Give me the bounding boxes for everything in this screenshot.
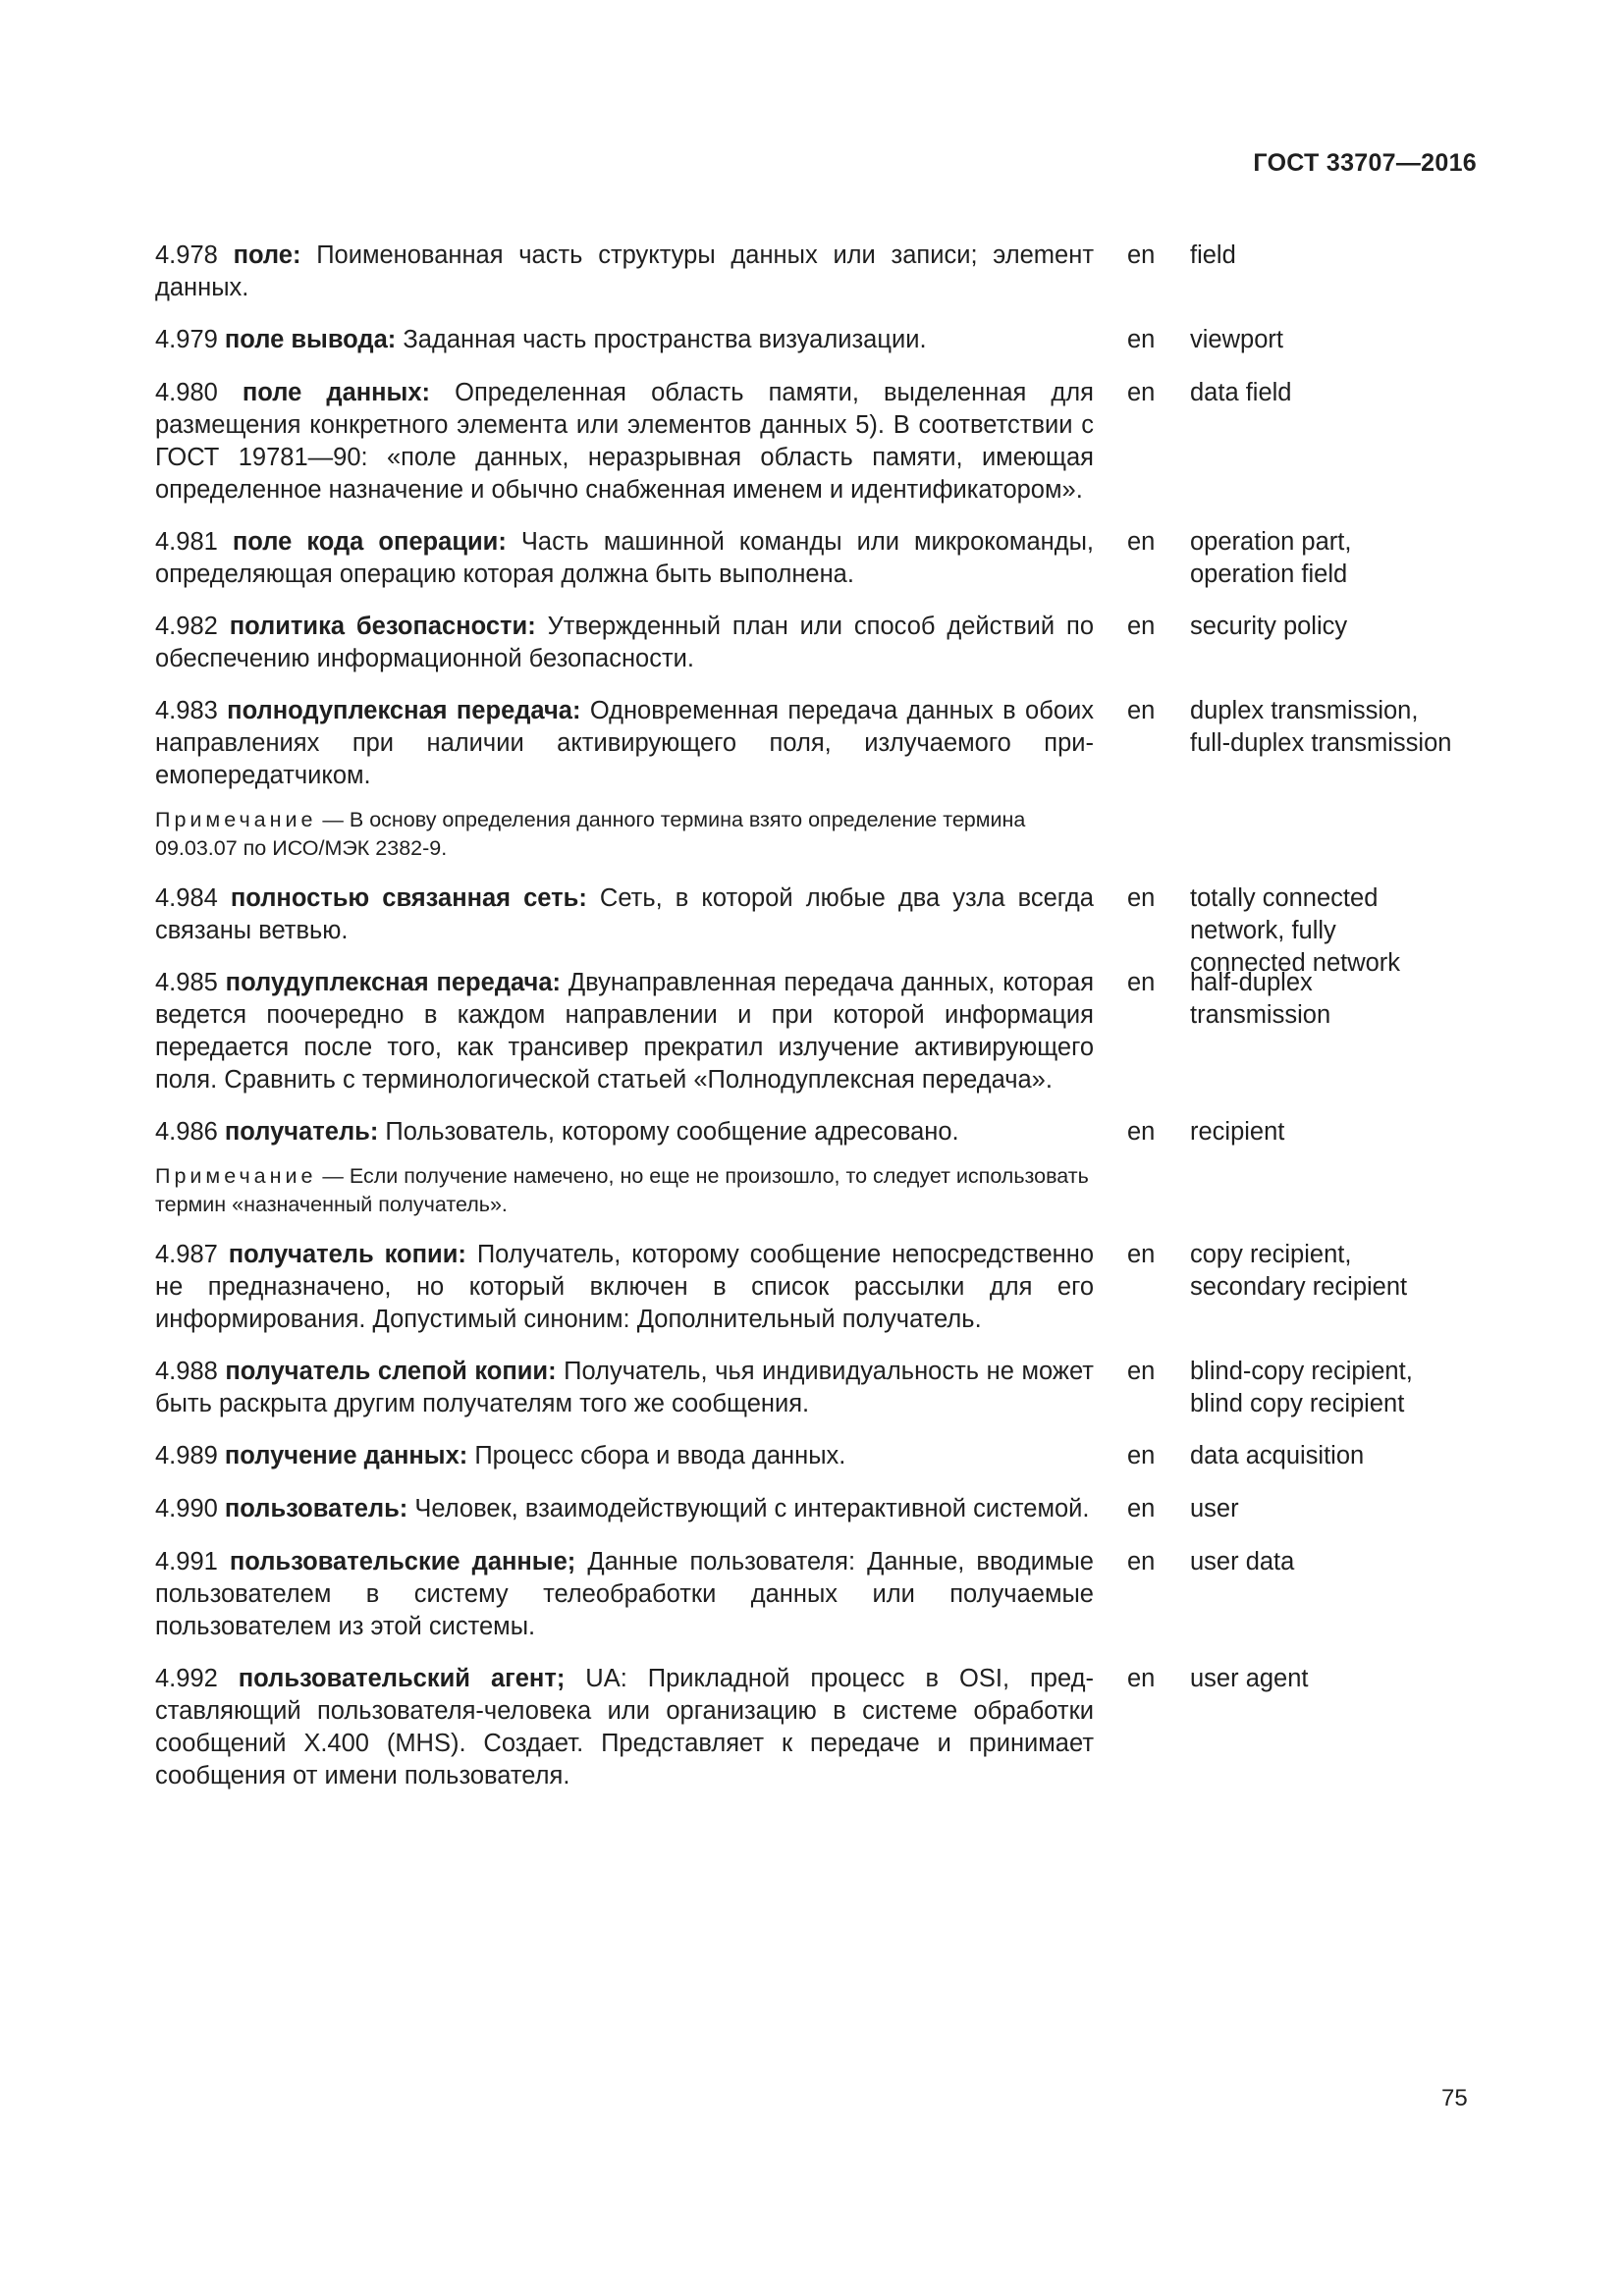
term-number: 4.991 [155, 1548, 218, 1575]
language-code: en [1127, 1495, 1156, 1522]
english-term-line: security policy [1190, 613, 1348, 640]
english-term-line: data field [1190, 379, 1292, 406]
term-definition [155, 1239, 1094, 1336]
term-definition [155, 967, 1094, 1096]
term-entry [155, 1663, 1490, 1792]
english-term-line: secondary recipient [1190, 1273, 1408, 1301]
term-number: 4.992 [155, 1665, 218, 1692]
english-term-line: data acquisition [1190, 1442, 1365, 1469]
term-entry [155, 695, 1490, 863]
term-name: поле вывода: [224, 326, 397, 353]
term-name: поле: [233, 241, 301, 269]
term-name: пользовательский агент; [238, 1665, 566, 1692]
language-code: en [1127, 528, 1156, 556]
term-note [155, 1162, 1094, 1219]
english-term-line: duplex transmission, [1190, 697, 1419, 724]
english-equivalent [1190, 377, 1485, 409]
language-code: en [1127, 1358, 1156, 1385]
term-number: 4.978 [155, 241, 218, 269]
english-equivalent [1190, 695, 1485, 760]
definition-text: Получатель, которому сообщение непосредственно не предназначено, но который включен в список рассылки для его информирования. Допустимый синоним: Дополнительный получатель. [155, 1241, 1094, 1333]
english-equivalent [1190, 526, 1485, 591]
english-equivalent [1190, 882, 1485, 980]
language-code: en [1127, 1442, 1156, 1469]
term-definition [155, 1440, 1094, 1472]
english-equivalent [1190, 1116, 1485, 1148]
definition-text: Пользователь, которому сообщение адресовано. [378, 1118, 959, 1146]
term-definition [155, 1356, 1094, 1420]
term-name: полностью связанная сеть: [230, 884, 587, 912]
language-code: en [1127, 1241, 1156, 1268]
english-term-line: user agent [1190, 1665, 1309, 1692]
term-definition [155, 526, 1094, 591]
term-name: получатель копии: [228, 1241, 466, 1268]
term-name: получатель слепой копии: [225, 1358, 557, 1385]
english-term-line: network, fully [1190, 917, 1336, 944]
term-entry [155, 240, 1490, 304]
term-number: 4.980 [155, 379, 218, 406]
english-term-line: viewport [1190, 326, 1283, 353]
term-entries [155, 240, 1490, 1812]
term-name: поле данных: [242, 379, 431, 406]
definition-text: UA: Прикладной процесс в OSI, представляющий пользователя-человека или организацию в системе обработки сообщений X.400 (MHS). Создает. Представляет к передаче и принимает сообщения от имени пользователя. [155, 1665, 1094, 1789]
term-number: 4.984 [155, 884, 218, 912]
term-entry [155, 377, 1490, 507]
term-entry [155, 611, 1490, 675]
term-number: 4.987 [155, 1241, 218, 1268]
language-code: en [1127, 1665, 1156, 1692]
term-definition [155, 240, 1094, 304]
english-term-line: user [1190, 1495, 1239, 1522]
definition-text: Поименованная часть структуры данных или записи; элеmент данных. [155, 241, 1094, 301]
english-term-line: user data [1190, 1548, 1295, 1575]
term-definition [155, 377, 1094, 507]
language-code: en [1127, 1548, 1156, 1575]
language-code: en [1127, 326, 1156, 353]
term-number: 4.982 [155, 613, 218, 640]
term-definition [155, 1663, 1094, 1792]
definition-text: Заданная часть пространства визуализации. [396, 326, 927, 353]
term-entry [155, 1239, 1490, 1336]
term-name: поле кода операции: [232, 528, 507, 556]
term-definition [155, 882, 1094, 947]
term-name: пользовательские данные; [229, 1548, 576, 1575]
english-term-line: operation field [1190, 561, 1348, 588]
english-term-line: copy recipient, [1190, 1241, 1352, 1268]
term-name: получение данных: [224, 1442, 468, 1469]
language-code: en [1127, 1118, 1156, 1146]
term-definition [155, 695, 1094, 792]
term-entry [155, 1546, 1490, 1643]
term-number: 4.988 [155, 1358, 218, 1385]
english-term-line: blind copy recipient [1190, 1390, 1405, 1417]
term-entry [155, 967, 1490, 1096]
term-definition [155, 1116, 1094, 1148]
english-term-line: operation part, [1190, 528, 1352, 556]
definition-text: Процесс сбора и ввода данных. [467, 1442, 846, 1469]
term-name: полнодуплексная передача: [227, 697, 581, 724]
page-number: 75 [1441, 2085, 1468, 2111]
term-number: 4.979 [155, 326, 218, 353]
term-entry [155, 1116, 1490, 1219]
language-code: en [1127, 697, 1156, 724]
english-term-line: field [1190, 241, 1236, 269]
note-text: — В основу определения данного термина взято определение термина 09.03.07 по ИСО/МЭК 2382-9. [155, 808, 1026, 860]
term-entry [155, 1493, 1490, 1526]
english-term-line: connected network [1190, 949, 1401, 977]
term-note [155, 806, 1094, 863]
definition-text: Данные пользователя: Данные, вводимые пользователем в систему телеобработки данных или получаемые пользователем из этой системы. [155, 1548, 1094, 1640]
term-entry [155, 324, 1490, 357]
language-code: en [1127, 884, 1156, 912]
term-name: политика безопасности: [229, 613, 536, 640]
definition-text: Одновременная передача данных в обоих направлениях при наличии активирующего поля, излучаемого приемопередатчиком. [155, 697, 1094, 789]
english-equivalent [1190, 1356, 1485, 1420]
term-name: пользователь: [224, 1495, 408, 1522]
english-term-line: full-duplex transmission [1190, 729, 1452, 757]
english-term-line: blind-copy recipient, [1190, 1358, 1413, 1385]
term-definition [155, 1493, 1094, 1525]
definition-text: Утвержденный план или способ действий по обеспечению информационной безопасности. [155, 613, 1094, 672]
definition-text: Сеть, в которой любые два узла всегда связаны ветвью. [155, 884, 1094, 944]
term-definition [155, 324, 1094, 356]
term-entry [155, 882, 1490, 977]
note-text: — Если получение намечено, но еще не произошло, то следует использовать термин «назначенный получатель». [155, 1164, 1089, 1216]
document-header: ГОСТ 33707—2016 [1253, 149, 1477, 177]
term-number: 4.981 [155, 528, 218, 556]
term-number: 4.989 [155, 1442, 218, 1469]
english-term-line: recipient [1190, 1118, 1285, 1146]
language-code: en [1127, 379, 1156, 406]
term-entry [155, 1356, 1490, 1420]
language-code: en [1127, 241, 1156, 269]
term-entry [155, 1440, 1490, 1473]
definition-text: Человек, взаимодействующий с интерактивной системой. [407, 1495, 1090, 1522]
english-equivalent [1190, 1239, 1485, 1304]
english-equivalent [1190, 1493, 1485, 1525]
term-number: 4.983 [155, 697, 218, 724]
definition-text: Получатель, чья индивидуальность не может быть раскрыта другим получателям того же сообщения. [155, 1358, 1094, 1417]
english-equivalent [1190, 967, 1485, 1032]
definition-text: Двунаправленная передача данных, которая ведется поочередно в каждом направлении и при которой информация передается после того, как трансивер прекратил излучение активирующего поля. Сравнить с терминологической статьей «Полнодуплексная передача». [155, 969, 1095, 1094]
english-term-line: half-duplex [1190, 969, 1313, 996]
english-equivalent [1190, 1440, 1485, 1472]
english-equivalent [1190, 611, 1485, 643]
term-entry [155, 526, 1490, 591]
english-term-line: totally connected [1190, 884, 1379, 912]
english-equivalent [1190, 324, 1485, 356]
term-definition [155, 1546, 1094, 1643]
english-equivalent [1190, 1663, 1485, 1695]
term-number: 4.986 [155, 1118, 218, 1146]
note-label: Примечание [155, 1164, 317, 1188]
note-label: Примечание [155, 808, 317, 831]
definition-text: Часть машинной команды или микрокоманды, определяющая операцию которая должна быть выполнена. [155, 528, 1095, 588]
term-name: получатель: [224, 1118, 379, 1146]
term-name: полудуплексная передача: [225, 969, 562, 996]
term-number: 4.990 [155, 1495, 218, 1522]
definition-text: Определенная область памяти, выделенная для размещения конкретного элемента или элементов данных 5). В соответствии с ГОСТ 19781—90: «поле данных, неразрывная область памяти, имеющая определенное назначение и обычно снабженная именем и идентификатором». [155, 379, 1094, 504]
language-code: en [1127, 969, 1156, 996]
english-term-line: transmission [1190, 1001, 1331, 1029]
term-number: 4.985 [155, 969, 218, 996]
language-code: en [1127, 613, 1156, 640]
english-equivalent [1190, 1546, 1485, 1578]
english-equivalent [1190, 240, 1485, 272]
term-definition [155, 611, 1094, 675]
